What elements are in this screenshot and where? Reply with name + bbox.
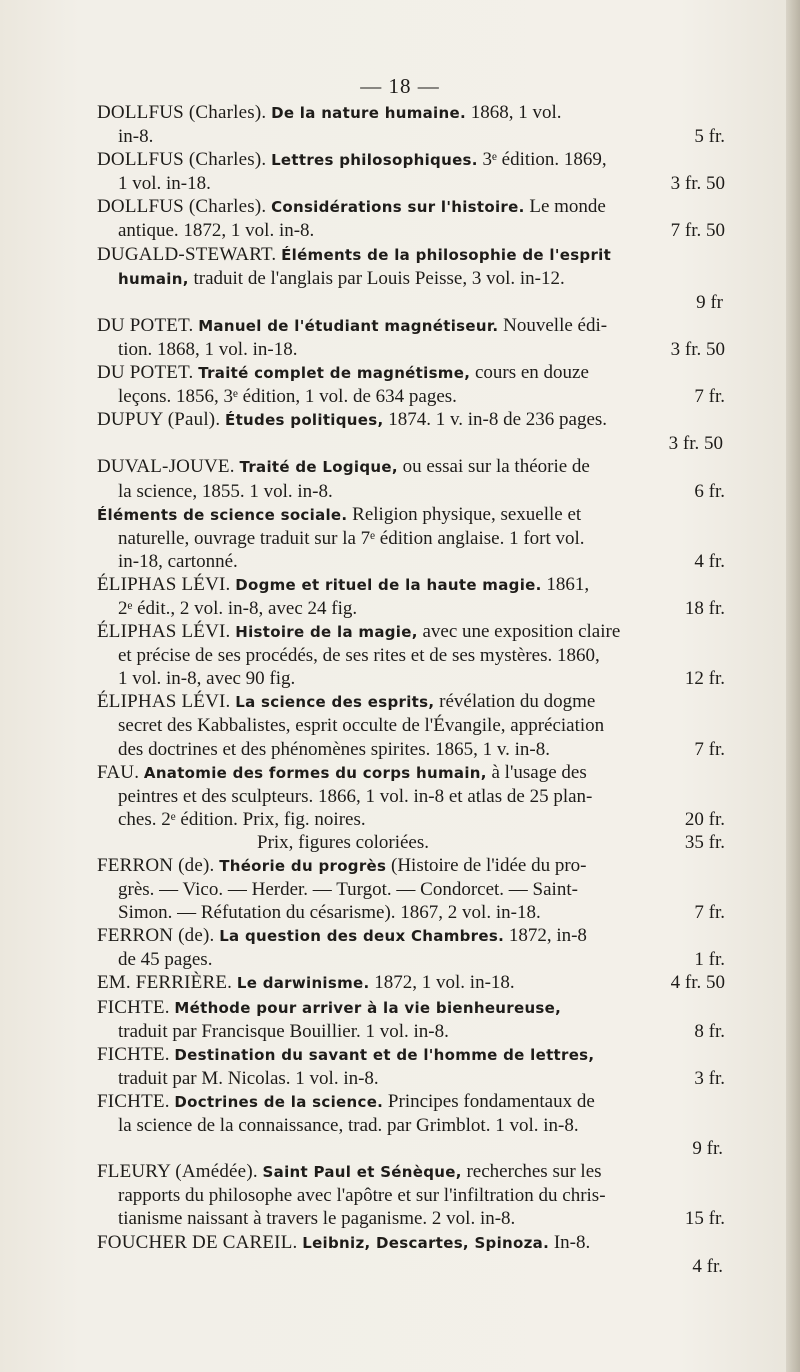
entry-details: 2ᵉ édit., 2 vol. in-8, avec 24 fig. — [118, 597, 358, 619]
catalog-entry — [97, 1160, 725, 1230]
entry-title: Méthode pour arriver à la vie bienheureuse, — [174, 998, 562, 1017]
entry-author: FERRON (de). — [97, 925, 215, 947]
page-edge — [786, 0, 800, 1372]
catalog-entry — [97, 1043, 725, 1090]
entry-details: antique. 1872, 1 vol. in-8. — [118, 220, 315, 242]
entry-author: FOUCHER DE CAREIL. — [97, 1231, 298, 1253]
catalog-entry — [97, 996, 725, 1043]
entry-details: 1872, 1 vol. in-18. — [374, 972, 515, 994]
entry-title: La science des esprits, — [235, 693, 435, 712]
entry-author: DOLLFUS (Charles). — [97, 102, 267, 123]
entry-details: grès. — Vico. — Herder. — Turgot. — Condorcet. — Saint- — [118, 879, 578, 901]
entry-details: la science, 1855. 1 vol. in-8. — [118, 480, 333, 502]
entry-title: Doctrines de la science. — [174, 1092, 384, 1111]
catalog-entry — [97, 148, 725, 195]
catalog-list — [97, 101, 725, 1278]
entry-details: 1868, 1 vol. — [470, 102, 562, 123]
entry-details: révélation du dogme — [439, 691, 596, 713]
entry-details: Prix, figures coloriées. — [257, 831, 430, 853]
entry-details: Le monde — [529, 196, 606, 218]
entry-author: ÉLIPHAS LÉVI. — [97, 691, 231, 713]
entry-title: Éléments de science sociale. — [97, 505, 348, 524]
entry-price: 3 fr. 50 — [670, 338, 725, 360]
entry-details: de 45 pages. — [118, 949, 213, 971]
catalog-entry — [97, 243, 725, 314]
entry-price: 5 fr. — [694, 126, 725, 148]
catalog-entry — [97, 455, 725, 502]
entry-details: avec une exposition claire — [422, 621, 621, 643]
entry-price: 35 fr. — [684, 831, 725, 853]
entry-title: Traité de Logique, — [239, 458, 398, 477]
entry-author: FERRON (de). — [97, 855, 215, 876]
entry-details: la science de la connaissance, trad. par Grimblot. 1 vol. in-8. — [118, 1115, 579, 1137]
catalog-entry — [97, 620, 725, 690]
entry-title: Manuel de l'étudiant magnétiseur. — [198, 316, 499, 335]
entry-details: Principes fondamentaux de — [387, 1090, 595, 1112]
entry-title: Traité complet de magnétisme, — [198, 364, 471, 383]
entry-price: 20 fr. — [684, 808, 725, 830]
catalog-entry — [97, 1090, 725, 1160]
entry-details: ches. 2ᵉ édition. Prix, fig. noires. — [118, 808, 366, 830]
entry-author: FAU. — [97, 761, 140, 783]
entry-details: à l'usage des — [491, 761, 587, 783]
page-number: — 18 — — [360, 74, 440, 98]
entry-title: Saint Paul et Sénèque, — [262, 1163, 462, 1182]
catalog-entry — [97, 971, 725, 995]
entry-price: 3 fr. 50 — [670, 173, 725, 195]
catalog-entry — [97, 408, 725, 455]
catalog-entry — [97, 761, 725, 854]
entry-title: Histoire de la magie, — [235, 623, 418, 642]
entry-details: 3ᵉ édition. 1869, — [482, 149, 607, 171]
entry-title: La question des deux Chambres. — [219, 927, 505, 946]
entry-details: 1874. 1 v. in-8 de 236 pages. — [388, 409, 608, 431]
entry-title: Destination du savant et de l'homme de lettres, — [174, 1045, 595, 1064]
entry-author: ÉLIPHAS LÉVI. — [97, 621, 231, 643]
entry-price: 7 fr. — [694, 902, 725, 924]
entry-details: In-8. — [553, 1231, 591, 1253]
entry-details: tianisme naissant à travers le paganisme. 2 vol. in-8. — [118, 1208, 516, 1230]
catalog-entry — [97, 854, 725, 924]
entry-price: 9 fr — [696, 291, 723, 313]
entry-details: leçons. 1856, 3ᵉ édition, 1 vol. de 634 pages. — [118, 386, 457, 408]
entry-title: Éléments de la philosophie de l'esprit — [281, 245, 612, 264]
entry-title: Le darwinisme. — [236, 974, 370, 993]
entry-details: Simon. — Réfutation du césarisme). 1867, 2 vol. in-18. — [118, 902, 541, 924]
entry-price: 4 fr. 50 — [670, 972, 725, 994]
entry-price: 7 fr. 50 — [670, 220, 725, 242]
entry-price: 1 fr. — [694, 949, 725, 971]
entry-author: DU POTET. — [97, 362, 194, 384]
catalog-entry — [97, 101, 725, 148]
entry-details: Religion physique, sexuelle et — [352, 503, 582, 525]
entry-author: FICHTE. — [97, 1043, 170, 1065]
entry-title: Lettres philosophiques. — [271, 151, 478, 170]
entry-price: 9 fr. — [692, 1138, 723, 1160]
catalog-entry — [97, 690, 725, 760]
entry-details: (Histoire de l'idée du pro- — [391, 855, 587, 876]
entry-title: De la nature humaine. — [271, 104, 466, 122]
entry-price: 3 fr. — [694, 1067, 725, 1089]
entry-details: 1 vol. in-8, avec 90 fig. — [118, 668, 296, 690]
entry-price: 4 fr. — [692, 1255, 723, 1277]
entry-details: in-18, cartonné. — [118, 550, 238, 572]
entry-price: 18 fr. — [684, 597, 725, 619]
entry-details: traduit par M. Nicolas. 1 vol. in-8. — [118, 1067, 379, 1089]
entry-author: DOLLFUS (Charles). — [97, 196, 267, 218]
entry-details: secret des Kabbalistes, esprit occulte de l'Évangile, appréciation — [118, 715, 605, 737]
entry-details: tion. 1868, 1 vol. in-18. — [118, 338, 298, 360]
entry-author: FICHTE. — [97, 1090, 170, 1112]
entry-details: et précise de ses procédés, de ses rites et de ses mystères. 1860, — [118, 645, 600, 667]
entry-title: humain, — [118, 269, 189, 288]
entry-details: cours en douze — [474, 362, 589, 384]
entry-author: EM. FERRIÈRE. — [97, 972, 233, 994]
entry-title: Considérations sur l'histoire. — [271, 198, 525, 217]
entry-author: DUVAL-JOUVE. — [97, 456, 235, 478]
entry-price: 12 fr. — [684, 668, 725, 690]
entry-price: 6 fr. — [694, 480, 725, 502]
entry-details: rapports du philosophe avec l'apôtre et sur l'infiltration du chris- — [118, 1185, 606, 1207]
entry-details: ou essai sur la théorie de — [402, 456, 590, 478]
catalog-entry — [97, 924, 725, 971]
catalog-entry — [97, 573, 725, 620]
entry-author: DUGALD-STEWART. — [97, 243, 277, 265]
entry-details: traduit de l'anglais par Louis Peisse, 3 vol. in-12. — [193, 267, 565, 289]
entry-title: Théorie du progrès — [219, 857, 387, 875]
entry-author: ÉLIPHAS LÉVI. — [97, 573, 231, 595]
catalog-entry — [97, 361, 725, 408]
entry-details: traduit par Francisque Bouillier. 1 vol. in-8. — [118, 1020, 449, 1042]
entry-author: FLEURY (Amédée). — [97, 1161, 258, 1183]
entry-title: Leibniz, Descartes, Spinoza. — [302, 1233, 550, 1252]
catalog-entry — [97, 1231, 725, 1278]
entry-author: DU POTET. — [97, 314, 194, 336]
entry-details: 1861, — [546, 573, 590, 595]
entry-title: Anatomie des formes du corps humain, — [143, 763, 487, 782]
entry-price: 7 fr. — [694, 738, 725, 760]
entry-details: des doctrines et des phénomènes spirites. 1865, 1 v. in-8. — [118, 738, 550, 760]
entry-details: in-8. — [118, 126, 154, 148]
entry-price: 15 fr. — [684, 1208, 725, 1230]
entry-title: Études politiques, — [225, 411, 384, 430]
entry-price: 4 fr. — [694, 550, 725, 572]
entry-details: peintres et des sculpteurs. 1866, 1 vol. in-8 et atlas de 25 plan- — [118, 785, 593, 807]
entry-details: 1 vol. in-18. — [118, 173, 211, 195]
entry-details: Nouvelle édi- — [503, 314, 608, 336]
entry-title: Dogme et rituel de la haute magie. — [235, 575, 542, 594]
catalog-entry — [97, 195, 725, 242]
entry-price: 8 fr. — [694, 1020, 725, 1042]
entry-author: DUPUY (Paul). — [97, 409, 221, 431]
entry-price: 3 fr. 50 — [668, 433, 723, 455]
entry-details: 1872, in-8 — [508, 925, 587, 947]
entry-details: recherches sur les — [466, 1161, 602, 1183]
entry-details: naturelle, ouvrage traduit sur la 7ᵉ édition anglaise. 1 fort vol. — [118, 527, 585, 549]
entry-author: FICHTE. — [97, 996, 170, 1018]
entry-price: 7 fr. — [694, 386, 725, 408]
catalog-entry — [97, 503, 725, 573]
entry-author: DOLLFUS (Charles). — [97, 149, 267, 171]
catalog-entry — [97, 314, 725, 361]
